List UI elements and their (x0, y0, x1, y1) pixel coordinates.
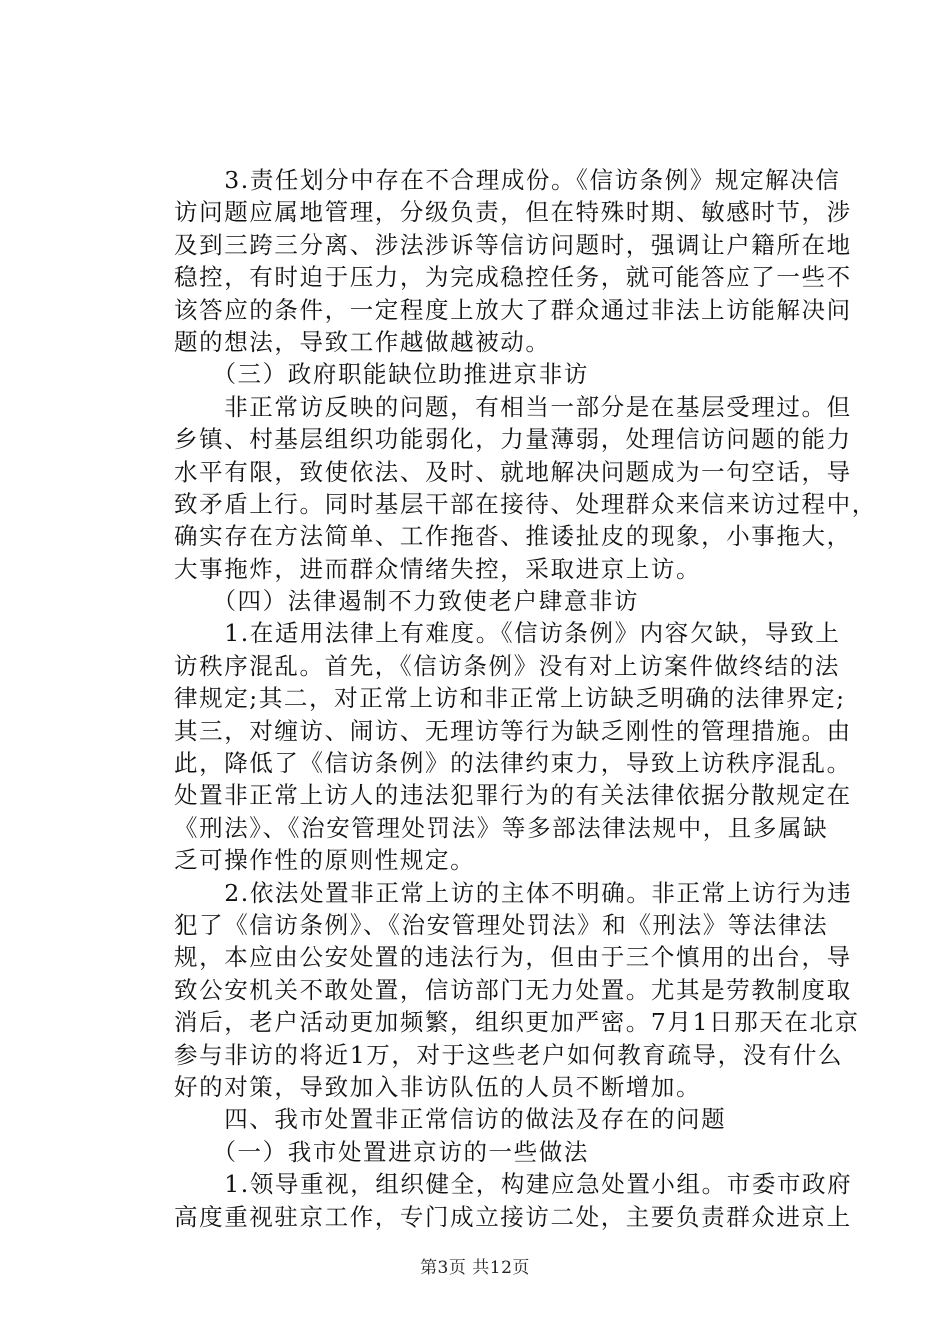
body-text (174, 164, 877, 1233)
page-footer: 第3页 共12页 (420, 1258, 530, 1278)
text-line: 访秩序混乱。首先，《信访条例》没有对上访案件做终结的法 (174, 651, 840, 680)
text-line: 2.依法处置非正常上访的主体不明确。非正常上访行为违 (174, 878, 853, 907)
text-line: （一）我市处置进京访的一些做法 (174, 1137, 589, 1166)
text-line: 犯了《信访条例》、《治安管理处罚法》和《刑法》等法律法 (174, 910, 829, 939)
text-line: 1.在适用法律上有难度。《信访条例》内容欠缺，导致上 (174, 619, 841, 648)
text-line: 《刑法》、《治安管理处罚法》等多部法律法规中，且多属缺 (174, 813, 829, 842)
text-line: 乡镇、村基层组织功能弱化，力量薄弱，处理信访问题的能力 (174, 425, 852, 454)
text-line: 稳控，有时迫于压力，为完成稳控任务，就可能答应了一些不 (174, 263, 852, 292)
text-line: 大事拖炸，进而群众情绪失控，采取进京上访。 (174, 554, 702, 583)
text-line: （四）法律遏制不力致使老户肆意非访 (174, 587, 640, 616)
text-line: 3.责任划分中存在不合理成份。《信访条例》规定解决信 (174, 166, 841, 194)
text-line: 确实存在方法简单、工作拖沓、推诿扯皮的现象，小事拖大， (174, 522, 852, 551)
text-line: 其三，对缠访、闹访、无理访等行为缺乏刚性的管理措施。由 (174, 716, 852, 745)
text-line: （三）政府职能缺位助推进京非访 (174, 360, 589, 389)
text-line: 此，降低了《信访条例》的法律约束力，导致上访秩序混乱。 (174, 749, 852, 778)
text-line: 好的对策，导致加入非访队伍的人员不断增加。 (174, 1072, 702, 1101)
text-line: 1.领导重视，组织健全，构建应急处置小组。市委市政府 (174, 1170, 853, 1199)
text-line: 四、我市处置非正常信访的做法及存在的问题 (174, 1105, 727, 1134)
text-line: 非正常访反映的问题，有相当一部分是在基层受理过。但 (174, 392, 852, 421)
text-line: 处置非正常上访人的违法犯罪行为的有关法律依据分散规定在 (174, 781, 852, 810)
text-line: 水平有限，致使依法、及时、就地解决问题成为一句空话，导 (174, 457, 852, 486)
text-line: 访问题应属地管理，分级负责，但在特殊时期、敏感时节，涉 (174, 198, 852, 227)
text-line: 该答应的条件，一定程度上放大了群众通过非法上访能解决问 (174, 295, 852, 324)
text-line: 致矛盾上行。同时基层干部在接待、处理群众来信来访过程中， (174, 489, 877, 518)
text-line: 乏可操作性的原则性规定。 (174, 846, 476, 875)
text-line: 及到三跨三分离、涉法涉诉等信访问题时，强调让户籍所在地 (174, 230, 852, 259)
text-line: 参与非访的将近1万，对于这些老户如何教育疏导，没有什么 (174, 1040, 844, 1069)
text-line: 消后，老户活动更加频繁，组织更加严密。7月1日那天在北京 (174, 1008, 860, 1037)
text-line: 高度重视驻京工作，专门成立接访二处，主要负责群众进京上 (174, 1202, 852, 1231)
text-line: 规，本应由公安处置的违法行为，但由于三个慎用的出台，导 (174, 943, 852, 972)
text-line: 律规定;其二，对正常上访和非正常上访缺乏明确的法律界定; (174, 684, 846, 713)
text-line: 致公安机关不敢处置，信访部门无力处置。尤其是劳教制度取 (174, 975, 852, 1004)
text-line: 题的想法，导致工作越做越被动。 (174, 327, 551, 356)
